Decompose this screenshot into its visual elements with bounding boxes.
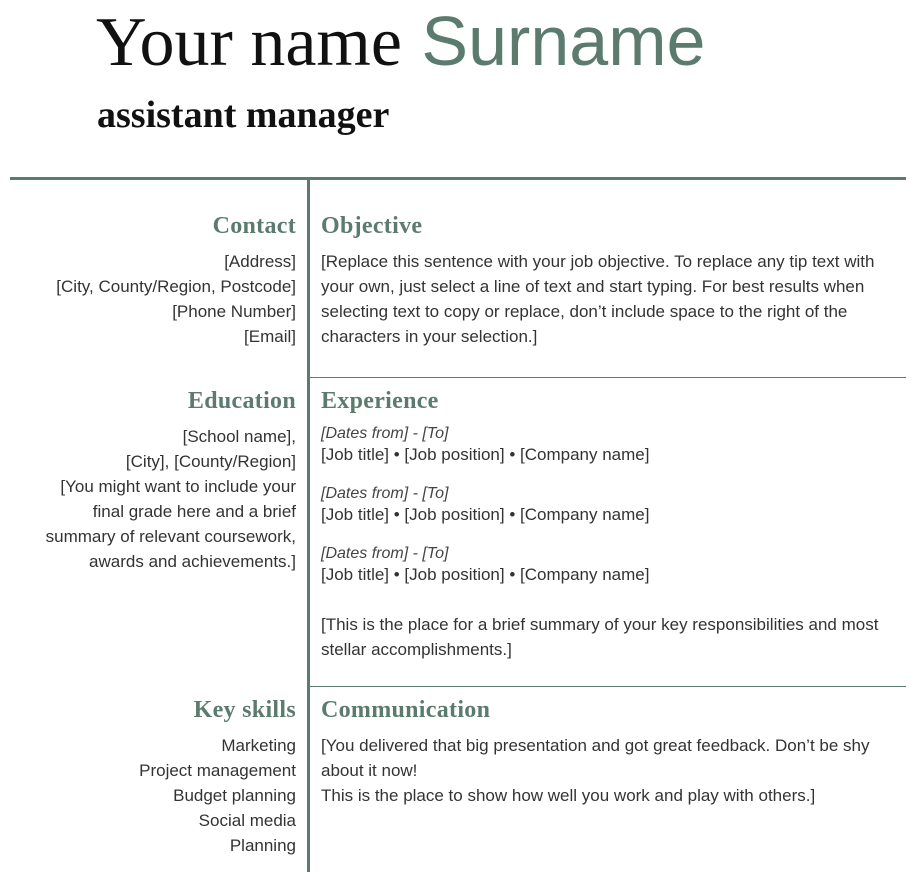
education-summary-line[interactable]: awards and achievements.] [89, 552, 296, 571]
column-divider [307, 180, 310, 872]
key-skills-heading: Key skills [193, 697, 296, 723]
contact-city[interactable]: [City, County/Region, Postcode] [56, 277, 296, 296]
objective-divider [310, 377, 906, 378]
contact-phone[interactable]: [Phone Number] [172, 302, 296, 321]
resume-name [96, 0, 705, 88]
experience-dates[interactable]: [Dates from] - [To] [321, 545, 449, 562]
communication-block [321, 733, 891, 808]
experience-dates[interactable]: [Dates from] - [To] [321, 485, 449, 502]
skill-item[interactable]: Project management [139, 761, 296, 780]
communication-text[interactable]: [You delivered that big presentation and got great feedback. Don’t be shy about it now! [321, 736, 870, 780]
contact-address[interactable]: [Address] [224, 252, 296, 271]
experience-role[interactable]: [Job title] • [Job position] • [Company name] [321, 505, 650, 524]
education-block [6, 424, 296, 574]
education-school[interactable]: [School name], [182, 427, 296, 446]
education-summary-line[interactable]: [You might want to include your [60, 477, 296, 496]
first-name[interactable]: Your name [96, 4, 402, 81]
experience-item [321, 544, 891, 586]
experience-heading: Experience [321, 388, 439, 414]
experience-item [321, 424, 891, 466]
contact-email[interactable]: [Email] [244, 327, 296, 346]
communication-heading: Communication [321, 697, 491, 723]
skill-item[interactable]: Social media [198, 811, 296, 830]
header-divider [10, 177, 906, 180]
experience-item [321, 484, 891, 526]
skill-item[interactable]: Marketing [221, 736, 296, 755]
experience-summary[interactable]: [This is the place for a brief summary of your key responsibilities and most stellar accomplishments.] [321, 615, 879, 659]
education-heading: Education [187, 388, 296, 414]
contact-heading: Contact [212, 213, 296, 239]
experience-block [321, 424, 891, 662]
education-summary-line[interactable]: final grade here and a brief [92, 502, 296, 521]
objective-heading: Objective [321, 213, 423, 239]
skill-item[interactable]: Budget planning [173, 786, 296, 805]
objective-text[interactable]: [Replace this sentence with your job objective. To replace any tip text with your own, just select a line of text and start typing. For best results when selecting text to copy or replace, don’t include space to the right of the characters in your selection.] [321, 252, 875, 346]
key-skills-list [6, 733, 296, 858]
skill-item[interactable]: Planning [229, 836, 296, 855]
education-location[interactable]: [City], [County/Region] [125, 452, 296, 471]
communication-text[interactable]: This is the place to show how well you work and play with others.] [321, 786, 816, 805]
contact-block [6, 249, 296, 349]
experience-dates[interactable]: [Dates from] - [To] [321, 425, 449, 442]
job-title[interactable]: assistant manager [97, 94, 390, 136]
education-summary-line[interactable]: summary of relevant coursework, [45, 527, 296, 546]
experience-role[interactable]: [Job title] • [Job position] • [Company name] [321, 445, 650, 464]
surname[interactable]: Surname [421, 2, 706, 80]
objective-block [321, 249, 891, 349]
experience-divider [310, 686, 906, 687]
experience-role[interactable]: [Job title] • [Job position] • [Company name] [321, 565, 650, 584]
